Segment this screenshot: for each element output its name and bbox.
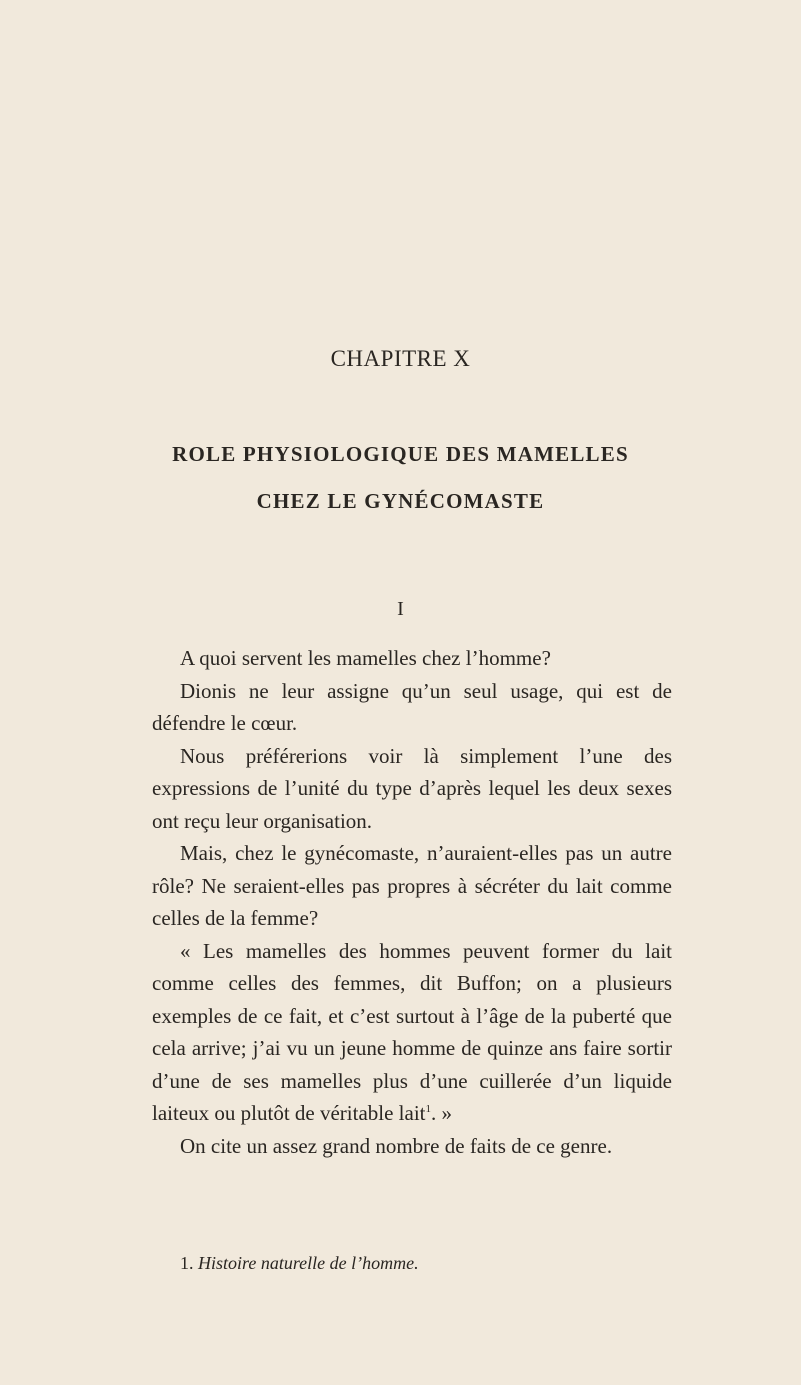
body-text xyxy=(152,642,672,1162)
paragraph-3: Nous préférerions voir là simplement l’une des expressions de l’unité du type d’après lequel les deux sexes ont reçu leur organisation. xyxy=(152,743,672,833)
paragraph-5 xyxy=(152,935,672,1130)
paragraph-2: Dionis ne leur assigne qu’un seul usage, qui est de défendre le cœur. xyxy=(152,678,672,735)
chapter-title-line-1: ROLE PHYSIOLOGIQUE DES MAMELLES xyxy=(172,442,629,466)
footnote-number: 1. xyxy=(180,1253,194,1273)
paragraph-5-end: . » xyxy=(431,1101,453,1125)
footnote xyxy=(152,1253,672,1274)
section-number: I xyxy=(397,598,404,620)
paragraph-6: On cite un assez grand nombre de faits de ce genre. xyxy=(180,1133,613,1158)
footnote-text: Histoire naturelle de l’homme. xyxy=(198,1253,419,1273)
chapter-heading: CHAPITRE X xyxy=(330,346,471,371)
footnote-reference: 1 xyxy=(425,1103,432,1115)
paragraph-1: A quoi servent les mamelles chez l’homme? xyxy=(180,646,551,670)
paragraph-5-text: « Les mamelles des hommes peuvent former du lait comme celles des femmes, dit Buffon; on a plusieurs exemples de ce fait, et c’est surtout à l’âge de la puberté que cela arrive; j’ai vu un jeune homme de quinze ans faire sortir d’une de ses mamelles plus d’une cuillerée d’un liquide laiteux ou plutôt de véritable lait xyxy=(152,938,672,1125)
paragraph-4: Mais, chez le gynécomaste, n’auraient-elles pas un autre rôle? Ne seraient-elles pas propres à sécréter du lait comme celles de la femme? xyxy=(152,841,672,930)
chapter-title-line-2: CHEZ LE GYNÉCOMASTE xyxy=(256,489,545,513)
